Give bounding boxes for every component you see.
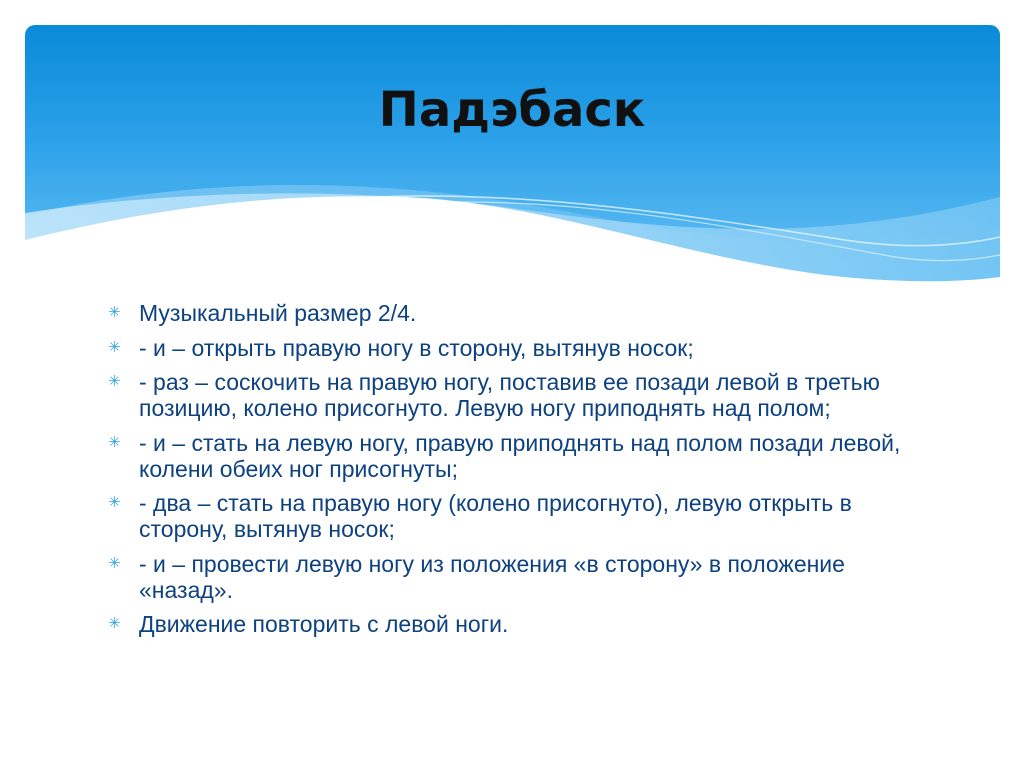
wave-background bbox=[25, 25, 1000, 290]
list-item bbox=[108, 369, 908, 421]
slide-title: Падэбаск bbox=[378, 82, 646, 138]
asterisk-bullet-icon: ✳ bbox=[108, 432, 121, 451]
list-item bbox=[108, 335, 908, 361]
list-item-text: - два – стать на правую ногу (колено присогнуто), левую открыть в сторону, вытянув носок; bbox=[139, 490, 852, 542]
list-item-text: Движение повторить с левой ноги. bbox=[139, 611, 509, 637]
list-item bbox=[108, 430, 908, 482]
asterisk-bullet-icon: ✳ bbox=[108, 553, 121, 572]
bullet-list bbox=[108, 300, 908, 646]
list-item bbox=[108, 551, 908, 603]
asterisk-bullet-icon: ✳ bbox=[108, 614, 121, 632]
asterisk-bullet-icon: ✳ bbox=[108, 493, 121, 511]
asterisk-bullet-icon: ✳ bbox=[108, 337, 121, 356]
list-item-text: - и – провести левую ногу из положения «в сторону» в положение «назад». bbox=[139, 550, 845, 603]
asterisk-bullet-icon: ✳ bbox=[108, 372, 121, 390]
list-item-text: - и – стать на левую ногу, правую приподнять над полом позади левой, колени обеих ног присогнуты; bbox=[139, 429, 901, 482]
list-item-text: - и – открыть правую ногу в сторону, вытянув носок; bbox=[139, 334, 694, 361]
list-item bbox=[108, 300, 908, 326]
asterisk-bullet-icon: ✳ bbox=[108, 303, 121, 321]
list-item-text: - раз – соскочить на правую ногу, поставив ее позади левой в третью позицию, колено присогнуто. Левую ногу приподнять над полом; bbox=[139, 369, 880, 421]
list-item bbox=[108, 490, 908, 542]
list-item bbox=[108, 611, 908, 637]
header-banner bbox=[25, 25, 1000, 290]
list-item-text: Музыкальный размер 2/4. bbox=[139, 300, 417, 326]
